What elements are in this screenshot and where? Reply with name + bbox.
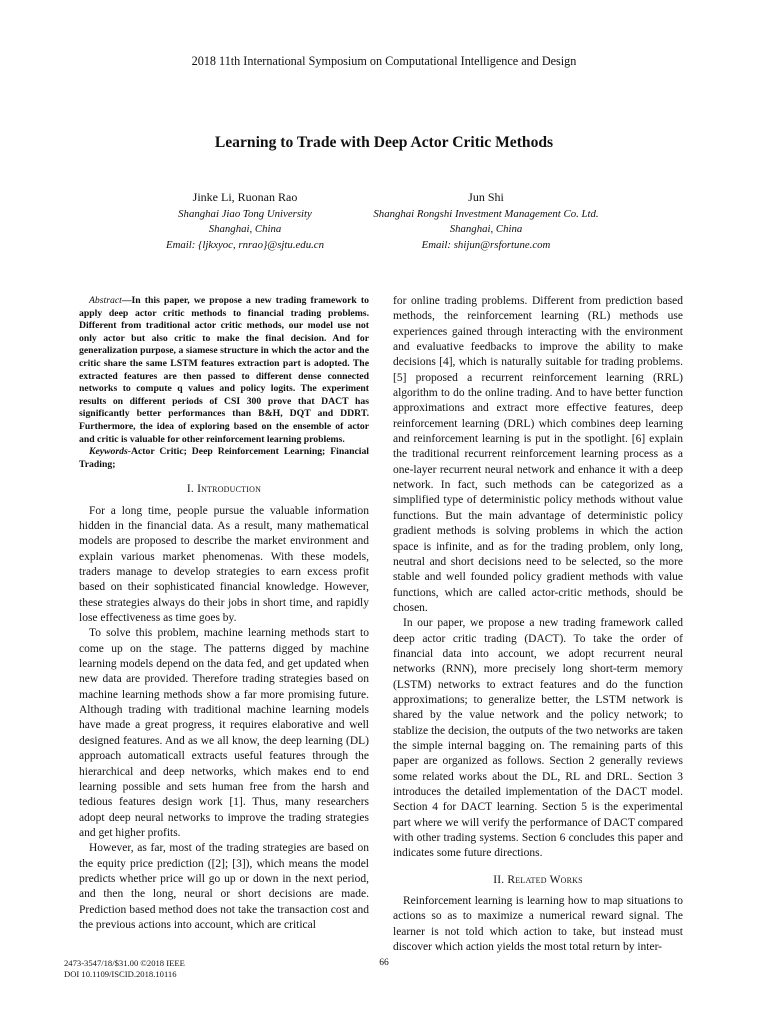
section-heading-related-works <box>393 873 683 888</box>
author-email: Email: {ljkxyoc, rnrao}@sjtu.edu.cn <box>166 238 324 251</box>
left-column <box>79 295 369 933</box>
author-email: Email: shijun@rsfortune.com <box>421 238 551 251</box>
author-block-1 <box>130 190 360 253</box>
copyright-line: 2473-3547/18/$31.00 ©2018 IEEE <box>64 958 185 968</box>
section-title: Introduction <box>197 483 262 496</box>
author-affiliation: Shanghai Jiao Tong University <box>178 208 312 221</box>
section-number: I. <box>186 483 194 496</box>
paragraph: Reinforcement learning is learning how to map situations to actions so as to maximize a numerical reward signal. The learner is not told which action to take, but instead must discover which action yields the most total return by inter- <box>393 895 683 954</box>
section-number: II. <box>493 873 505 886</box>
page-number: 66 <box>379 958 389 968</box>
conference-header: 2018 11th International Symposium on Computational Intelligence and Design <box>191 54 577 68</box>
author-block-2 <box>366 190 606 253</box>
paragraph: In our paper, we propose a new trading framework called deep actor critic trading (DACT). To take the order of financial data into account, we adopt recurrent neural networks (RNN), more precisely long short-term memory (LSTM) networks to extract features and do the function approximations; to generalize better, the LSTM network is shared by the value network and the policy network; to stablize the decision, the outputs of the two networks are taken the simple internal bagging on. The remaining parts of this paper are organized as follows. Section 2 generally reviews some related works about the DL, RL and DRL. Section 3 introduces the detailed implementation of the DACT model. Section 4 for DACT learning. Section 5 is the experimental part where we will verify the performance of DACT compared with other trading systems. Section 6 concludes this paper and indicates some future directions. <box>393 617 683 860</box>
right-column <box>393 294 683 955</box>
author-location: Shanghai, China <box>449 223 523 236</box>
abstract <box>79 295 369 446</box>
paragraph: To solve this problem, machine learning methods start to come up on the stage. The patterns digged by machine learning models depend on the data fed, and get updated when new data are provided. Therefore trading strategies based on machine learning methods show a far more promising future. Although trading with traditional machine learning models have made a great progress, it requires elaborative and well designed features. And as we all know, the deep learning (DL) approach automaticall extracts useful features through the hierarchical and deep networks, which makes end to end learning possible and sets human free from the harsh and tedious features design work [1]. Thus, many researchers adopt deep neural networks to improve the trading strategies and get higher profits. <box>79 627 369 839</box>
doi-line: DOI 10.1109/ISCID.2018.10116 <box>64 968 177 979</box>
author-location: Shanghai, China <box>208 223 282 236</box>
paragraph: For a long time, people pursue the valuable information hidden in the financial data. As a result, many mathematical models are proposed to describe the market environment and explain various market phenomenas. With these models, traders manage to develop strategies to earn excess profit based on their sophisticated financial knowledge. However, these strategies always do their jobs in short time, and rapidly lose effectiveness as time goes by. <box>79 504 369 625</box>
author-names: Jun Shi <box>468 190 504 204</box>
section-title: Related Works <box>507 873 583 886</box>
keywords <box>79 446 369 471</box>
keywords-lead: Keywords- <box>89 446 131 458</box>
paragraph: for online trading problems. Different from prediction based methods, the reinforcement learning (RL) methods use experiences gained through interacting with the environment and evaluative feedbacks to improve the ability to make decisions [4], which is naturally suitable for trading problems. [5] proposed a recurrent reinforcement learning (RRL) algorithm to do the online trading. And to have better function approximations and extract more effective features, deep reinforcement learning (DRL) which combines deep learning and reinforcement learning is put in the spotlight. [6] explain the traditional recurrent reinforcement learning process as a one-layer recurrent neural network and enhance it with a deep network. In fact, such methods can be categorized as a simplified type of deterministic policy methods without value functions. But the main advantage of deterministic policy gradient methods is solving problems in which the action space is infinite, and as for the trading problem, only long, neutral and short decisions need to be selected, so the more stable and well founded policy gradient methods with value functions, which are called actor-critic methods, should be chosen. <box>393 295 683 614</box>
abstract-lead: Abstract <box>89 295 122 306</box>
keywords-text: Actor Critic; Deep Reinforcement Learning; Financial Trading; <box>79 446 369 470</box>
author-names: Jinke Li, Ruonan Rao <box>192 190 298 204</box>
paragraph: However, as far, most of the trading strategies are based on the equity price prediction ([2]; [3]), which means the model predicts whether price will go up or down in the next period, and then the long, neural or short decisions are made. Prediction based method does not take the transaction cost and the previous actions into account, which are critical <box>79 842 369 931</box>
abstract-text: —In this paper, we propose a new trading framework to apply deep actor critic methods to financial trading problems. Different from traditional actor critic methods, our model use not only actor but also critic to make the final decision. And for generalization purpose, a siamese structure in which the actor and the critic share the same LSTM features extraction part is adopted. The extracted features are then passed to different dense connected networks to compute q values and policy logits. The experiment results on different periods of CSI 300 prove that DACT has significantly better performances than B&H, DQT and DDRT. Furthermore, the idea of exploring based on the ensemble of actor and critic is valuable for other reinforcement learning problems. <box>79 295 369 445</box>
paper-title: Learning to Trade with Deep Actor Critic Methods <box>214 134 554 151</box>
author-affiliation: Shanghai Rongshi Investment Management Co. Ltd. <box>373 208 599 221</box>
section-heading-introduction <box>79 482 369 497</box>
